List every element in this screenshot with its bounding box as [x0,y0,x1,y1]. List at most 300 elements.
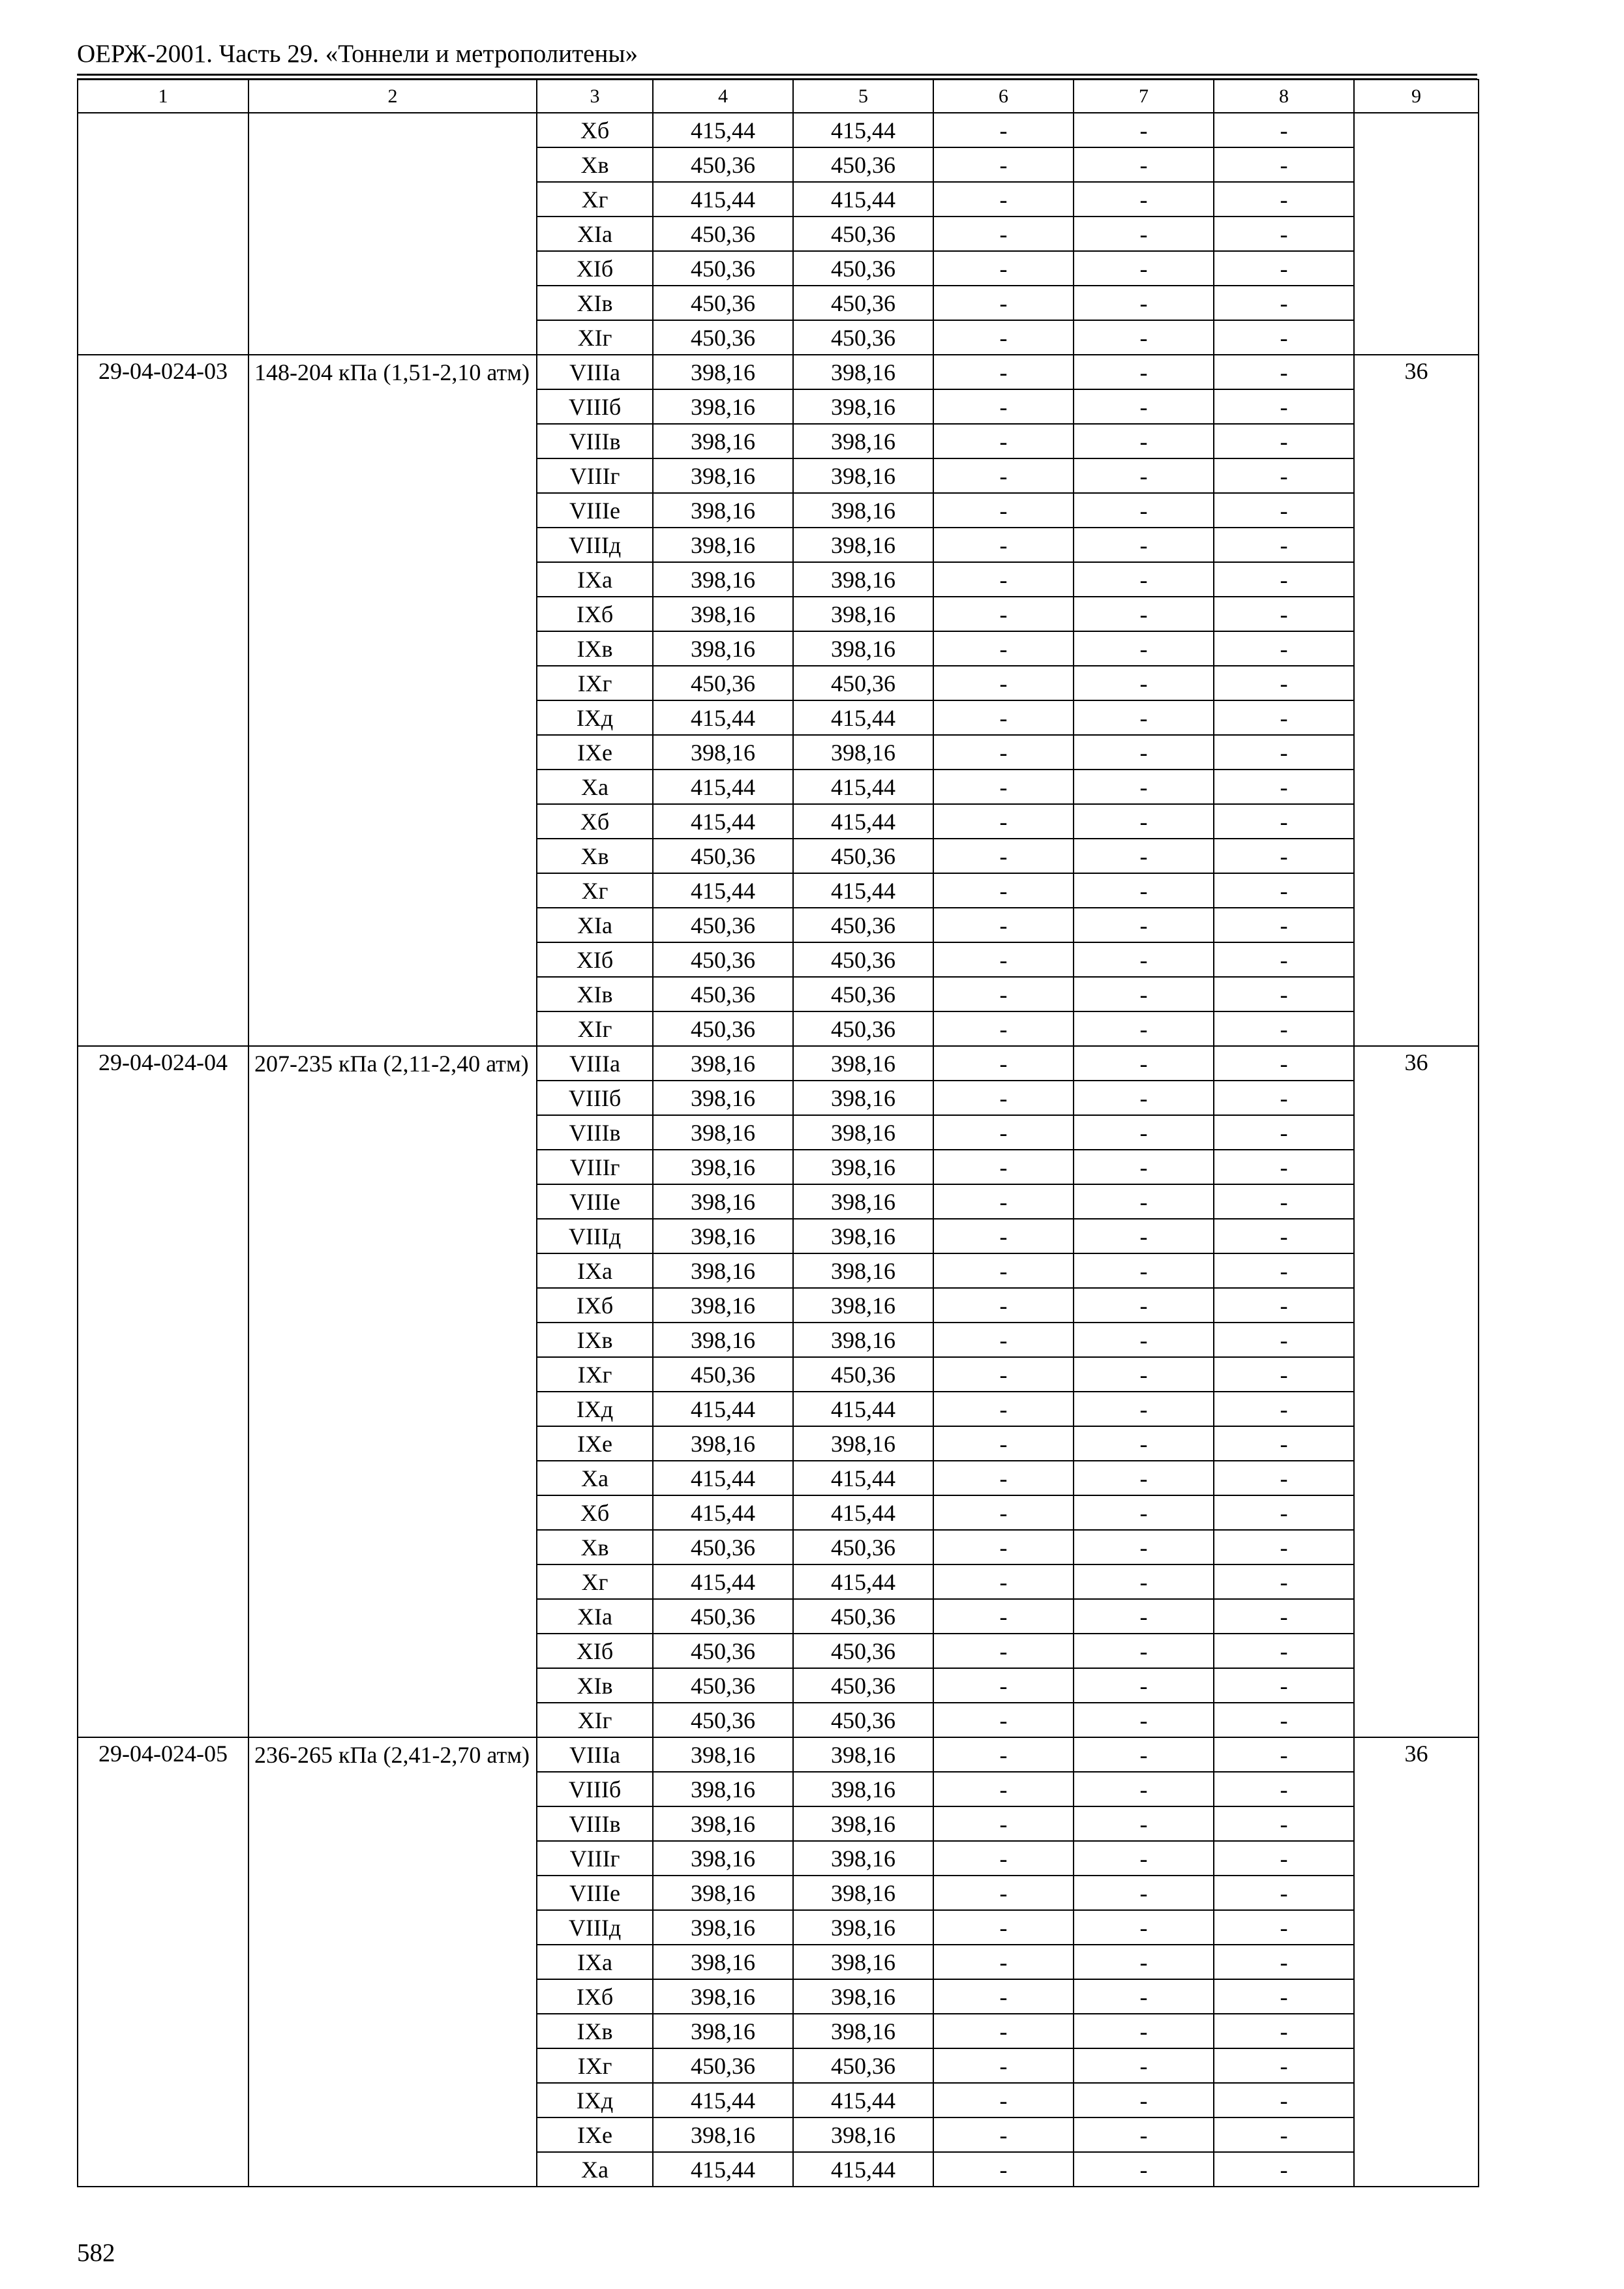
value-col8-cell: - [1214,908,1354,942]
value-col8-cell: - [1214,182,1354,217]
value-col5-cell: 398,16 [793,1772,933,1806]
value-col5-cell: 398,16 [793,1945,933,1979]
value-col5-cell: 450,36 [793,942,933,977]
value-col4-cell: 450,36 [653,839,793,873]
value-col4-cell: 398,16 [653,1323,793,1357]
value-col5-cell: 450,36 [793,251,933,286]
value-col5-cell: 415,44 [793,113,933,147]
value-col7-cell: - [1074,2048,1214,2083]
zone-cell: XIб [537,942,653,977]
zone-cell: IXг [537,2048,653,2083]
value-col6-cell: - [933,700,1074,735]
value-col7-cell: - [1074,1150,1214,1184]
value-col4-cell: 415,44 [653,2152,793,2187]
value-col8-cell: - [1214,597,1354,631]
value-col6-cell: - [933,2083,1074,2117]
value-col4-cell: 415,44 [653,1495,793,1530]
value-col5-cell: 398,16 [793,2014,933,2048]
zone-cell: Xг [537,182,653,217]
column-number-cell: 5 [793,80,933,113]
zone-cell: Xб [537,113,653,147]
value-col5-cell: 398,16 [793,493,933,528]
zone-cell: IXа [537,562,653,597]
value-col4-cell: 450,36 [653,251,793,286]
value-col4-cell: 415,44 [653,1461,793,1495]
value-col4-cell: 398,16 [653,1772,793,1806]
zone-cell: XIб [537,251,653,286]
value-col6-cell: - [933,631,1074,666]
value-col7-cell: - [1074,1841,1214,1876]
value-col5-cell: 398,16 [793,1426,933,1461]
value-col5-cell: 398,16 [793,1253,933,1288]
table-row [78,113,1479,147]
value-col7-cell: - [1074,700,1214,735]
value-col5-cell: 398,16 [793,1876,933,1910]
zone-cell: XIг [537,1703,653,1737]
zone-cell: IXа [537,1253,653,1288]
value-col6-cell: - [933,1634,1074,1668]
value-col5-cell: 398,16 [793,735,933,770]
value-col4-cell: 398,16 [653,1288,793,1323]
value-col5-cell: 398,16 [793,1323,933,1357]
value-col5-cell: 398,16 [793,1841,933,1876]
value-col5-cell: 415,44 [793,1392,933,1426]
value-col8-cell: - [1214,113,1354,147]
value-col7-cell: - [1074,1323,1214,1357]
value-col7-cell: - [1074,113,1214,147]
value-col4-cell: 450,36 [653,320,793,355]
zone-cell: XIв [537,286,653,320]
value-col5-cell: 450,36 [793,839,933,873]
value-col8-cell: - [1214,700,1354,735]
value-col7-cell: - [1074,2117,1214,2152]
zone-cell: Xа [537,2152,653,2187]
value-col4-cell: 398,16 [653,631,793,666]
value-col7-cell: - [1074,458,1214,493]
value-col5-cell: 398,16 [793,631,933,666]
value-col6-cell: - [933,770,1074,804]
value-col4-cell: 398,16 [653,1737,793,1772]
value-col6-cell: - [933,389,1074,424]
value-col7-cell: - [1074,1081,1214,1115]
value-col8-cell: - [1214,1841,1354,1876]
value-col5-cell: 398,16 [793,1184,933,1219]
value-col7-cell: - [1074,1599,1214,1634]
value-col4-cell: 398,16 [653,1046,793,1081]
zone-cell: VIIIе [537,1876,653,1910]
zone-cell: XIг [537,320,653,355]
zone-cell: Xа [537,1461,653,1495]
value-col8-cell: - [1214,355,1354,389]
zone-cell: IXб [537,1288,653,1323]
table-row [78,1046,1479,1081]
value-col7-cell: - [1074,217,1214,251]
value-col6-cell: - [933,1461,1074,1495]
value-col7-cell: - [1074,1392,1214,1426]
value-col8-cell: - [1214,977,1354,1011]
value-col8-cell: - [1214,666,1354,700]
value-col4-cell: 450,36 [653,217,793,251]
value-col4-cell: 398,16 [653,1945,793,1979]
value-col8-cell: - [1214,1564,1354,1599]
value-col8-cell: - [1214,286,1354,320]
value-col5-cell: 450,36 [793,1668,933,1703]
value-col8-cell: - [1214,1253,1354,1288]
value-col4-cell: 398,16 [653,1910,793,1945]
value-col7-cell: - [1074,977,1214,1011]
value-col6-cell: - [933,1599,1074,1634]
value-col4-cell: 398,16 [653,1150,793,1184]
value-col8-cell: - [1214,458,1354,493]
value-col8-cell: - [1214,770,1354,804]
zone-cell: XIа [537,908,653,942]
value-col7-cell: - [1074,493,1214,528]
zone-cell: IXе [537,1426,653,1461]
value-col6-cell: - [933,251,1074,286]
header-rule-top [77,74,1477,76]
zone-cell: VIIIа [537,355,653,389]
value-col4-cell: 398,16 [653,493,793,528]
value-col4-cell: 415,44 [653,2083,793,2117]
value-col6-cell: - [933,804,1074,839]
value-col7-cell: - [1074,286,1214,320]
value-col5-cell: 398,16 [793,1288,933,1323]
value-col6-cell: - [933,2048,1074,2083]
value-col8-cell: - [1214,1634,1354,1668]
value-col9-cell: 36 [1354,1737,1479,2187]
value-col6-cell: - [933,666,1074,700]
value-col8-cell: - [1214,1495,1354,1530]
value-col6-cell: - [933,528,1074,562]
zone-cell: IXб [537,597,653,631]
value-col7-cell: - [1074,1634,1214,1668]
value-col7-cell: - [1074,1703,1214,1737]
zone-cell: VIIIб [537,389,653,424]
zone-cell: VIIIв [537,1115,653,1150]
value-col5-cell: 398,16 [793,389,933,424]
value-col7-cell: - [1074,1011,1214,1046]
value-col7-cell: - [1074,770,1214,804]
value-col6-cell: - [933,1081,1074,1115]
value-col4-cell: 415,44 [653,182,793,217]
value-col6-cell: - [933,1945,1074,1979]
value-col6-cell: - [933,1876,1074,1910]
value-col7-cell: - [1074,631,1214,666]
value-col8-cell: - [1214,1426,1354,1461]
value-col4-cell: 398,16 [653,458,793,493]
value-col5-cell: 450,36 [793,320,933,355]
value-col5-cell: 398,16 [793,1806,933,1841]
value-col6-cell: - [933,1323,1074,1357]
zone-cell: IXд [537,700,653,735]
value-col8-cell: - [1214,1737,1354,1772]
value-col7-cell: - [1074,389,1214,424]
value-col6-cell: - [933,1806,1074,1841]
value-col7-cell: - [1074,873,1214,908]
value-col8-cell: - [1214,735,1354,770]
value-col6-cell: - [933,735,1074,770]
value-col4-cell: 450,36 [653,286,793,320]
value-col7-cell: - [1074,1876,1214,1910]
value-col4-cell: 398,16 [653,2117,793,2152]
zone-cell: VIIIе [537,1184,653,1219]
value-col6-cell: - [933,977,1074,1011]
value-col5-cell: 398,16 [793,562,933,597]
value-col6-cell: - [933,2152,1074,2187]
column-number-cell: 1 [78,80,248,113]
value-col7-cell: - [1074,666,1214,700]
value-col5-cell: 450,36 [793,2048,933,2083]
zone-cell: VIIIг [537,1150,653,1184]
zone-cell: XIб [537,1634,653,1668]
value-col5-cell: 415,44 [793,700,933,735]
value-col6-cell: - [933,493,1074,528]
value-col6-cell: - [933,1357,1074,1392]
value-col6-cell: - [933,908,1074,942]
value-col6-cell: - [933,113,1074,147]
value-col8-cell: - [1214,320,1354,355]
value-col4-cell: 415,44 [653,1392,793,1426]
rate-code-cell: 29-04-024-04 [78,1046,248,1737]
value-col6-cell: - [933,355,1074,389]
zone-cell: IXг [537,666,653,700]
value-col5-cell: 415,44 [793,2083,933,2117]
value-col6-cell: - [933,217,1074,251]
value-col7-cell: - [1074,1184,1214,1219]
value-col6-cell: - [933,147,1074,182]
value-col4-cell: 398,16 [653,1081,793,1115]
zone-cell: VIIIе [537,493,653,528]
value-col8-cell: - [1214,1150,1354,1184]
value-col5-cell: 398,16 [793,424,933,458]
column-number-cell: 8 [1214,80,1354,113]
zone-cell: XIа [537,1599,653,1634]
value-col5-cell: 398,16 [793,458,933,493]
value-col8-cell: - [1214,942,1354,977]
value-col8-cell: - [1214,1081,1354,1115]
value-col6-cell: - [933,1046,1074,1081]
value-col8-cell: - [1214,2152,1354,2187]
value-col4-cell: 398,16 [653,1426,793,1461]
value-col5-cell: 398,16 [793,2117,933,2152]
page-header-title: ОЕРЖ-2001. Часть 29. «Тоннели и метрополитены» [77,40,639,68]
value-col7-cell: - [1074,908,1214,942]
zone-cell: IXв [537,631,653,666]
value-col8-cell: - [1214,1219,1354,1253]
value-col6-cell: - [933,424,1074,458]
value-col4-cell: 415,44 [653,804,793,839]
value-col6-cell: - [933,1564,1074,1599]
value-col5-cell: 398,16 [793,1910,933,1945]
value-col6-cell: - [933,1979,1074,2014]
zone-cell: Xа [537,770,653,804]
zone-cell: Xг [537,873,653,908]
value-col6-cell: - [933,1495,1074,1530]
value-col5-cell: 450,36 [793,1357,933,1392]
value-col5-cell: 450,36 [793,217,933,251]
value-col7-cell: - [1074,735,1214,770]
value-col4-cell: 450,36 [653,908,793,942]
zone-cell: IXа [537,1945,653,1979]
zone-cell: IXв [537,2014,653,2048]
value-col4-cell: 398,16 [653,735,793,770]
value-col5-cell: 415,44 [793,770,933,804]
zone-cell: Xб [537,804,653,839]
value-col8-cell: - [1214,1046,1354,1081]
zone-cell: IXе [537,2117,653,2152]
zone-cell: Xв [537,147,653,182]
column-number-cell: 9 [1354,80,1479,113]
value-col4-cell: 398,16 [653,1841,793,1876]
value-col7-cell: - [1074,1737,1214,1772]
value-col4-cell: 398,16 [653,355,793,389]
value-col8-cell: - [1214,251,1354,286]
value-col5-cell: 398,16 [793,355,933,389]
value-col5-cell: 450,36 [793,286,933,320]
value-col5-cell: 415,44 [793,1461,933,1495]
value-col8-cell: - [1214,1945,1354,1979]
value-col8-cell: - [1214,1910,1354,1945]
value-col7-cell: - [1074,597,1214,631]
value-col6-cell: - [933,562,1074,597]
value-col5-cell: 415,44 [793,2152,933,2187]
value-col6-cell: - [933,1703,1074,1737]
zone-cell: Xг [537,1564,653,1599]
value-col8-cell: - [1214,1461,1354,1495]
value-col4-cell: 398,16 [653,562,793,597]
value-col5-cell: 450,36 [793,908,933,942]
zone-cell: VIIIб [537,1081,653,1115]
value-col8-cell: - [1214,389,1354,424]
value-col8-cell: - [1214,1392,1354,1426]
value-col8-cell: - [1214,528,1354,562]
value-col4-cell: 398,16 [653,1979,793,2014]
value-col8-cell: - [1214,2014,1354,2048]
zone-cell: IXг [537,1357,653,1392]
value-col7-cell: - [1074,1115,1214,1150]
value-col5-cell: 415,44 [793,1564,933,1599]
zone-cell: IXд [537,2083,653,2117]
zone-cell: IXе [537,735,653,770]
value-col8-cell: - [1214,1772,1354,1806]
column-number-cell: 2 [248,80,537,113]
value-col5-cell: 450,36 [793,147,933,182]
value-col8-cell: - [1214,1668,1354,1703]
column-number-cell: 7 [1074,80,1214,113]
value-col7-cell: - [1074,528,1214,562]
value-col4-cell: 398,16 [653,1115,793,1150]
value-col7-cell: - [1074,424,1214,458]
value-col5-cell: 450,36 [793,977,933,1011]
value-col4-cell: 450,36 [653,1357,793,1392]
rate-description-cell: 207-235 кПа (2,11-2,40 атм) [248,1046,537,1737]
value-col4-cell: 398,16 [653,1184,793,1219]
value-col7-cell: - [1074,562,1214,597]
value-col7-cell: - [1074,182,1214,217]
value-col8-cell: - [1214,2048,1354,2083]
value-col4-cell: 398,16 [653,424,793,458]
rate-description-cell: 236-265 кПа (2,41-2,70 атм) [248,1737,537,2187]
value-col4-cell: 450,36 [653,1668,793,1703]
value-col6-cell: - [933,1184,1074,1219]
value-col5-cell: 450,36 [793,1599,933,1634]
value-col7-cell: - [1074,1219,1214,1253]
value-col4-cell: 415,44 [653,873,793,908]
value-col8-cell: - [1214,1323,1354,1357]
value-col7-cell: - [1074,1530,1214,1564]
zone-cell: VIIIа [537,1737,653,1772]
value-col6-cell: - [933,320,1074,355]
zone-cell: VIIIд [537,1219,653,1253]
rate-description-cell: 148-204 кПа (1,51-2,10 атм) [248,355,537,1046]
value-col6-cell: - [933,1150,1074,1184]
value-col4-cell: 450,36 [653,977,793,1011]
column-number-row [78,80,1479,113]
value-col6-cell: - [933,182,1074,217]
value-col8-cell: - [1214,804,1354,839]
value-col8-cell: - [1214,424,1354,458]
value-col4-cell: 415,44 [653,1564,793,1599]
value-col4-cell: 450,36 [653,1599,793,1634]
value-col5-cell: 450,36 [793,666,933,700]
zone-cell: VIIIд [537,528,653,562]
value-col5-cell: 398,16 [793,1150,933,1184]
table-row [78,1737,1479,1772]
value-col6-cell: - [933,1392,1074,1426]
value-col7-cell: - [1074,1806,1214,1841]
value-col6-cell: - [933,1011,1074,1046]
value-col8-cell: - [1214,1599,1354,1634]
column-number-cell: 3 [537,80,653,113]
value-col7-cell: - [1074,1772,1214,1806]
rates-table [77,79,1479,2187]
rate-code-cell: 29-04-024-03 [78,355,248,1046]
value-col5-cell: 398,16 [793,528,933,562]
value-col8-cell: - [1214,1979,1354,2014]
rates-table-body [78,80,1479,2187]
value-col4-cell: 450,36 [653,1703,793,1737]
zone-cell: VIIIг [537,1841,653,1876]
zone-cell: IXв [537,1323,653,1357]
zone-cell: Xв [537,1530,653,1564]
value-col7-cell: - [1074,2152,1214,2187]
value-col8-cell: - [1214,1876,1354,1910]
zone-cell: VIIIд [537,1910,653,1945]
value-col4-cell: 415,44 [653,113,793,147]
zone-cell: VIIIа [537,1046,653,1081]
zone-cell: XIг [537,1011,653,1046]
zone-cell: IXд [537,1392,653,1426]
value-col8-cell: - [1214,1530,1354,1564]
value-col8-cell: - [1214,2117,1354,2152]
value-col5-cell: 450,36 [793,1011,933,1046]
value-col4-cell: 398,16 [653,1806,793,1841]
value-col6-cell: - [933,873,1074,908]
value-col4-cell: 450,36 [653,1011,793,1046]
column-number-cell: 4 [653,80,793,113]
value-col6-cell: - [933,942,1074,977]
value-col6-cell: - [933,1288,1074,1323]
value-col5-cell: 415,44 [793,182,933,217]
zone-cell: VIIIг [537,458,653,493]
value-col5-cell: 398,16 [793,597,933,631]
zone-cell: IXб [537,1979,653,2014]
value-col4-cell: 450,36 [653,1530,793,1564]
value-col4-cell: 398,16 [653,597,793,631]
value-col6-cell: - [933,2117,1074,2152]
value-col6-cell: - [933,1115,1074,1150]
value-col6-cell: - [933,1426,1074,1461]
